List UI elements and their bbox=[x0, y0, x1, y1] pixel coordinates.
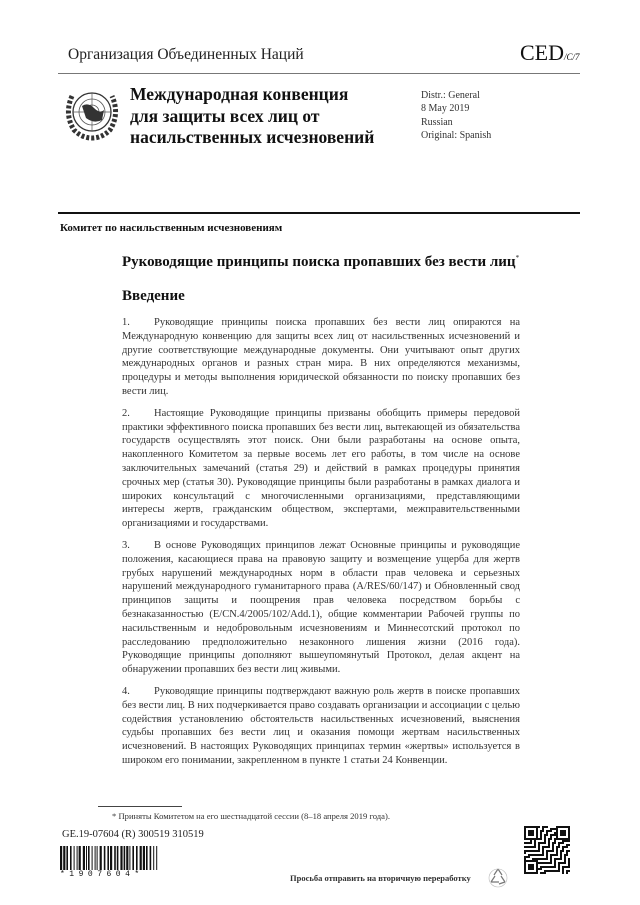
organization-name: Организация Объединенных Наций bbox=[68, 46, 304, 63]
symbol-main: CED bbox=[520, 40, 564, 65]
paragraph-text: Руководящие принципы подтверждают важную роль жертв в поиске пропавших без вести лиц. В них подчеркивается право создавать организации и ассоциации с целью содействия установлению обстоятельств насильственных исчезновений, выяснения судьбы пропавших без вести лиц и оказания помощи жертвам насильственных исчезновений. В настоящих Руководящих принципах термин «жертвы» используется в широком его понимании, закрепленном в пункте 1 статьи 24 Конвенции. bbox=[122, 685, 521, 766]
convention-title bbox=[130, 84, 410, 149]
document-title bbox=[122, 247, 532, 274]
paragraph-text: Настоящие Руководящие принципы призваны обобщить примеры передовой практики эффективного поиска пропавших без вести лиц, вытекающей из обязательства государств осуществлять этот поиск. Они были разработаны на основе опыта, накопленного Комитетом за первые восемь лет его работы, в том числе на основе заключительных замечаний (статья 29) и действий в рамках процедуры принятия срочных мер (статья 30). Руководящие принципы были разработаны в рамках диалога и широких консультаций с многочисленными организациями, представляющими интересы жертв, гражданским обществом, экспертами, межправительственными организациями и государствами. bbox=[122, 407, 520, 530]
convention-title-line: Международная конвенция bbox=[130, 84, 349, 104]
un-emblem-icon bbox=[64, 84, 120, 142]
document-body bbox=[0, 247, 640, 905]
paragraph-number: 1. bbox=[122, 317, 130, 328]
paragraph bbox=[122, 316, 520, 399]
paragraph bbox=[122, 685, 520, 768]
distribution-info bbox=[421, 89, 491, 143]
document-title-text: Руководящие принципы поиска пропавших без вести лиц bbox=[122, 254, 516, 270]
document-date: 8 May 2019 bbox=[421, 103, 470, 115]
barcode-number: *1907604* bbox=[60, 870, 144, 879]
footnote: * Приняты Комитетом на его шестнадцатой сессии (8–18 апреля 2019 года). bbox=[112, 811, 391, 821]
body-paragraphs bbox=[122, 316, 520, 776]
paragraph-text: Руководящие принципы поиска пропавших без вести лиц опираются на Международную конвенцию для защиты всех лиц от насильственных исчезновений и другие соответствующие международные документы. Они учитывают опыт других международных органов и разных стран мира. В них определяются механизмы, процедуры и методы выполнения юридической обязанности по поиску пропавших без вести лиц. bbox=[122, 317, 520, 397]
symbol-suffix: /C/7 bbox=[564, 52, 580, 62]
paragraph bbox=[122, 539, 520, 677]
document-language: Russian bbox=[421, 116, 453, 128]
job-number: GE.19-07604 (R) 300519 310519 bbox=[62, 829, 204, 840]
document-symbol bbox=[520, 40, 580, 66]
paragraph-number: 4. bbox=[122, 685, 130, 697]
convention-title-line: насильственных исчезновений bbox=[130, 127, 375, 147]
paragraph-text: В основе Руководящих принципов лежат Основные принципы и руководящие положения, касающиеся права на правовую защиту и возмещение ущерба для жертв грубых нарушений международных норм в области прав человека и серьезных нарушений международного гуманитарного права (A/RES/60/147) и Обновленный свод принципов защиты и поощрения прав человека посредством борьбы с безнаказанностью (E/CN.4/2005/102/Add.1), общие комментарии Рабочей группы по насильственным и недобровольным исчезновениям и Миннесотский протокол по расследованию предположительно незаконного лишения жизни (2016 года). Руководящие принципы дополняют вышеупомянутый Протокол, делая акцент на обнаружении пропавших без вести лиц живыми. bbox=[122, 539, 520, 676]
footnote-mark: * bbox=[515, 254, 520, 262]
distr-label: Distr.: General bbox=[421, 90, 480, 101]
paragraph-number: 2. bbox=[122, 407, 130, 419]
paragraph-number: 3. bbox=[122, 539, 130, 551]
recycle-icon bbox=[487, 866, 509, 888]
barcode-icon bbox=[60, 846, 158, 870]
convention-title-line: для защиты всех лиц от bbox=[130, 105, 320, 126]
header-rule bbox=[58, 73, 580, 74]
section-heading: Введение bbox=[122, 288, 185, 304]
qr-code-icon bbox=[524, 826, 570, 874]
paragraph bbox=[122, 407, 520, 531]
recycle-notice: Просьба отправить на вторичную переработку bbox=[290, 873, 471, 883]
masthead-rule bbox=[58, 212, 580, 214]
footnote-rule bbox=[98, 806, 182, 807]
committee-name: Комитет по насильственным исчезновениям bbox=[60, 222, 283, 234]
original-language: Original: Spanish bbox=[421, 130, 492, 142]
page-footer bbox=[0, 806, 640, 905]
